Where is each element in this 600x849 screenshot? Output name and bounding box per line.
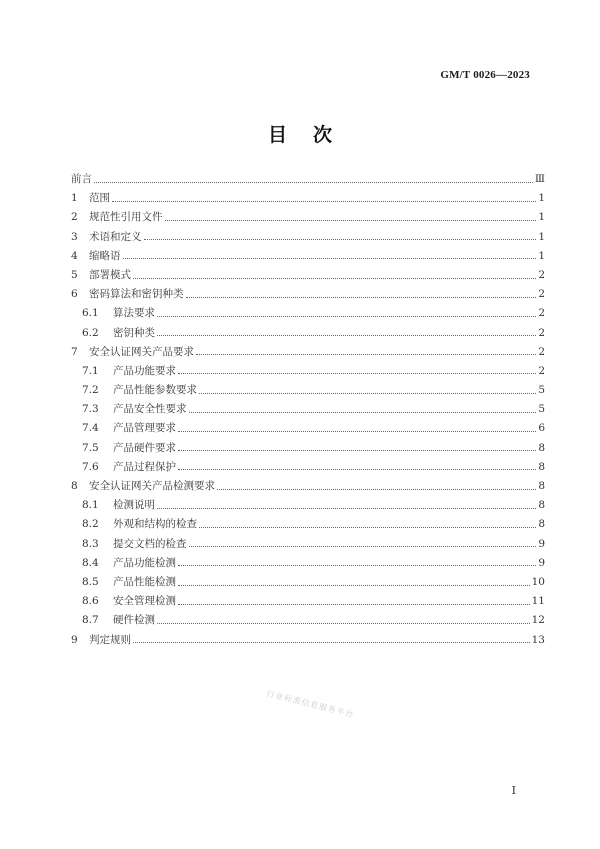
toc-entry-number: 1 (71, 192, 78, 205)
dot-leader (94, 181, 533, 183)
toc-entry-number: 6 (71, 288, 78, 301)
dot-leader (189, 411, 537, 413)
toc-entry-label: 产品性能参数要求 (113, 384, 197, 397)
toc-entry-number: 7 (71, 345, 78, 358)
toc-entry-label: 密码算法和密钥种类 (89, 288, 184, 301)
toc-entry-number: 7.6 (82, 460, 99, 473)
toc-entry[interactable] (71, 208, 545, 227)
toc-entry-number: 7.5 (82, 441, 99, 454)
watermark: 行业标准信息服务平台 (265, 688, 356, 720)
toc-entry[interactable] (71, 611, 545, 630)
toc-entry[interactable] (71, 362, 545, 381)
toc-entry[interactable] (71, 324, 545, 343)
toc-entry-page: 5 (538, 384, 545, 397)
toc-entry[interactable] (71, 573, 545, 592)
toc-entry-label: 产品性能检测 (113, 575, 176, 588)
toc-entry-number: 8.5 (82, 575, 99, 588)
dot-leader (217, 488, 536, 490)
toc-entry[interactable] (71, 592, 545, 611)
dot-leader (123, 257, 537, 259)
toc-entry-number: 6.1 (82, 307, 99, 320)
toc-entry-label: 产品功能要求 (113, 364, 176, 377)
toc-entry-number: 8.4 (82, 556, 99, 569)
toc-entry-label: 产品硬件要求 (113, 441, 176, 454)
dot-leader (178, 430, 536, 432)
dot-leader (186, 296, 537, 298)
toc-entry-page: 2 (538, 345, 545, 358)
toc-entry[interactable] (71, 535, 545, 554)
toc-entry-label: 部署模式 (89, 268, 131, 281)
toc-entry[interactable] (71, 400, 545, 419)
toc-entry-page: 8 (538, 460, 545, 473)
toc-entry-number: 8.7 (82, 614, 99, 627)
toc-entry-number: 8.3 (82, 537, 99, 550)
dot-leader (178, 564, 536, 566)
toc-entry-page: 9 (538, 556, 545, 569)
toc-entry-label: 安全认证网关产品检测要求 (89, 480, 215, 492)
toc-entry-label: 前言 (71, 173, 92, 185)
dot-leader (144, 238, 537, 240)
dot-leader (196, 353, 536, 355)
page-number: I (511, 784, 516, 797)
toc-entry[interactable] (71, 554, 545, 573)
toc-entry-number: 8.2 (82, 518, 99, 531)
toc-entry[interactable] (71, 515, 545, 534)
toc-entry-page: 12 (531, 614, 545, 627)
toc-entry-page: 1 (538, 230, 545, 243)
toc-entry-page: 2 (538, 288, 545, 301)
toc-entry-page: 2 (538, 307, 545, 320)
dot-leader (157, 334, 536, 336)
toc-entry-label: 术语和定义 (89, 230, 142, 243)
toc-entry-number: 7.1 (82, 364, 99, 377)
toc-entry-page: 8 (538, 499, 545, 512)
toc-entry-label: 密钥种类 (113, 326, 155, 339)
toc-entry-page: 1 (538, 192, 545, 205)
dot-leader (178, 372, 536, 374)
toc-entry-number: 5 (71, 268, 78, 281)
toc-entry-number: 8 (71, 480, 78, 492)
dot-leader (189, 545, 537, 547)
toc-entry[interactable] (71, 266, 545, 285)
dot-leader (178, 584, 530, 586)
toc-entry-page: 9 (538, 537, 545, 550)
page-title: 目次 (267, 124, 358, 146)
toc-entry-page: 6 (538, 422, 545, 435)
dot-leader (178, 449, 536, 451)
toc-entry-number: 7.2 (82, 384, 99, 397)
toc-entry-page: 1 (538, 249, 545, 262)
toc-entry-label: 外观和结构的检查 (113, 518, 197, 531)
toc-entry-page: 5 (538, 403, 545, 416)
toc-entry[interactable] (71, 419, 545, 438)
dot-leader (133, 641, 530, 643)
dot-leader (112, 200, 536, 202)
toc-entry[interactable] (71, 631, 545, 650)
toc-entry-page: 8 (538, 441, 545, 454)
toc-entry[interactable] (71, 285, 545, 304)
toc-entry[interactable] (71, 343, 545, 362)
toc-entry-label: 产品管理要求 (113, 422, 176, 435)
toc-entry-number: 8.1 (82, 499, 99, 512)
toc-entry-number: 6.2 (82, 326, 99, 339)
dot-leader (165, 219, 537, 221)
toc-entry[interactable] (71, 381, 545, 400)
toc-entry-page: 10 (531, 575, 545, 588)
standard-code: GM/T 0026—2023 (440, 69, 530, 81)
toc-entry-page: 11 (531, 595, 545, 608)
toc-entry-label: 规范性引用文件 (89, 211, 163, 224)
toc-entry-label: 产品过程保护 (113, 460, 176, 473)
dot-leader (133, 277, 536, 279)
toc-entry-label: 判定规则 (89, 633, 131, 646)
toc-entry-label: 检测说明 (113, 499, 155, 512)
toc-entry-page: 1 (538, 211, 545, 224)
toc-entry[interactable] (71, 439, 545, 458)
toc-entry-number: 3 (71, 230, 78, 243)
toc-entry-label: 产品安全性要求 (113, 403, 187, 416)
dot-leader (178, 468, 536, 470)
dot-leader (157, 315, 536, 317)
toc-entry-label: 安全管理检测 (113, 595, 176, 608)
toc-entry-number: 7.3 (82, 403, 99, 416)
toc-entry-label: 提交文档的检查 (113, 537, 187, 550)
toc-entry-page: 8 (538, 480, 545, 492)
toc-entry[interactable] (71, 477, 545, 496)
toc-entry[interactable] (71, 247, 545, 266)
toc-entry-label: 安全认证网关产品要求 (89, 345, 194, 358)
dot-leader (178, 603, 530, 605)
table-of-contents (71, 170, 545, 650)
dot-leader (157, 622, 530, 624)
dot-leader (199, 392, 536, 394)
toc-entry-label: 硬件检测 (113, 614, 155, 627)
dot-leader (199, 526, 536, 528)
toc-entry-number: 8.6 (82, 595, 99, 608)
toc-entry-number: 7.4 (82, 422, 99, 435)
toc-entry[interactable] (71, 458, 545, 477)
toc-entry-label: 范围 (89, 192, 110, 205)
toc-entry-page: 2 (538, 364, 545, 377)
toc-entry-page: 8 (538, 518, 545, 531)
toc-entry[interactable] (71, 496, 545, 515)
toc-entry-number: 2 (71, 211, 78, 224)
toc-entry[interactable] (71, 189, 545, 208)
toc-entry-number: 4 (71, 249, 78, 262)
toc-entry[interactable] (71, 170, 545, 189)
dot-leader (157, 507, 536, 509)
toc-entry-number: 9 (71, 633, 78, 646)
toc-entry[interactable] (71, 228, 545, 247)
toc-entry-page: Ⅲ (534, 173, 545, 185)
toc-entry-page: 2 (538, 268, 545, 281)
toc-entry-label: 产品功能检测 (113, 556, 176, 569)
toc-entry-label: 算法要求 (113, 307, 155, 320)
toc-entry-label: 缩略语 (89, 249, 121, 262)
toc-entry-page: 2 (538, 326, 545, 339)
toc-entry-page: 13 (531, 633, 545, 646)
toc-entry[interactable] (71, 304, 545, 323)
